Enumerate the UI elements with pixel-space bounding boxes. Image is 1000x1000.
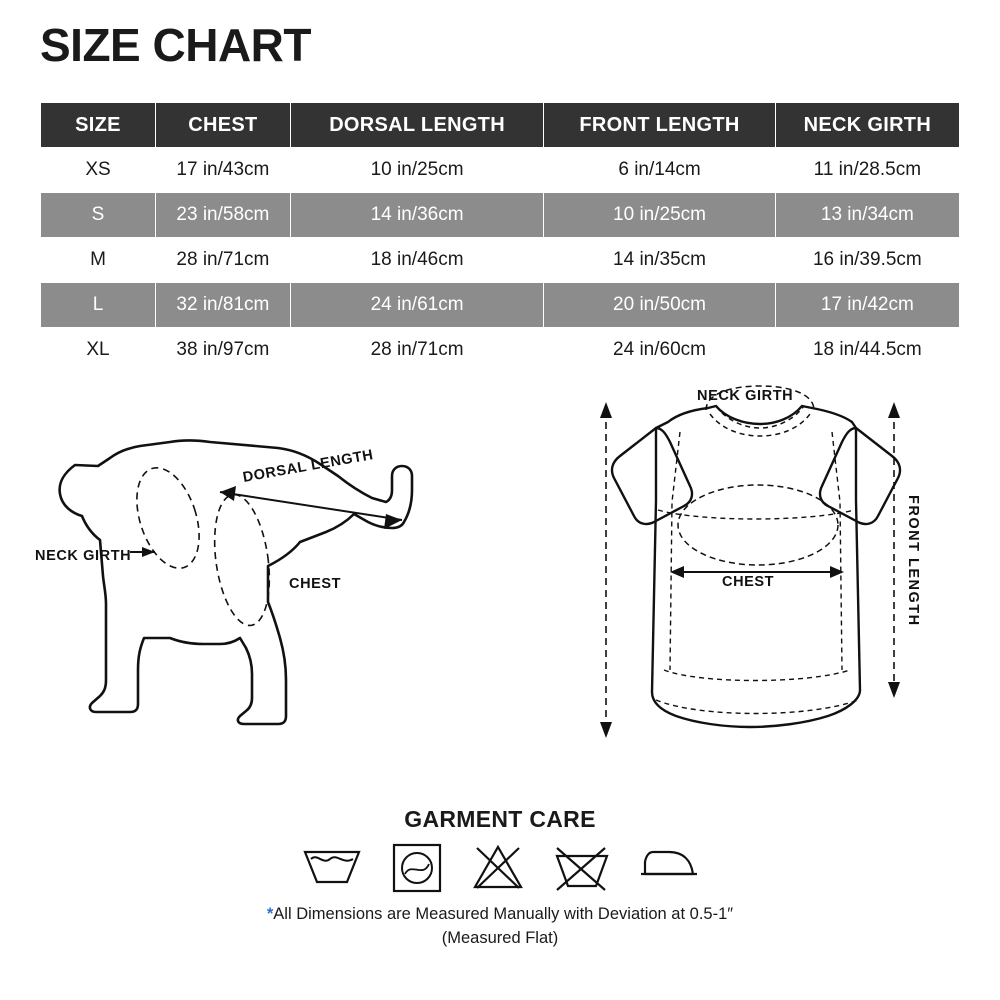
dog-chest-label: CHEST xyxy=(289,576,342,592)
do-not-dry-clean-icon xyxy=(553,842,611,892)
shirt-chest-measure-line xyxy=(678,485,838,565)
cell-size: L xyxy=(41,283,156,328)
garment-care-title: GARMENT CARE xyxy=(404,806,596,832)
dorsal-length-arrow xyxy=(220,486,402,529)
column-header-front-length: FRONT LENGTH xyxy=(544,103,775,148)
shirt-front-length-label: FRONT LENGTH xyxy=(905,495,921,627)
cell-chest: 28 in/71cm xyxy=(156,238,291,283)
table-row xyxy=(41,193,960,238)
shirt-chest-label: CHEST xyxy=(722,574,775,590)
column-header-neck-girth: NECK GIRTH xyxy=(775,103,959,148)
cell-chest: 32 in/81cm xyxy=(156,283,291,328)
cell-dorsal: 18 in/46cm xyxy=(290,238,544,283)
dog-neck-girth-label: NECK GIRTH xyxy=(35,548,132,564)
cell-neck: 18 in/44.5cm xyxy=(775,328,959,373)
dog-dorsal-length-label: DORSAL LENGTH xyxy=(241,447,375,486)
cell-size: S xyxy=(41,193,156,238)
cell-dorsal: 24 in/61cm xyxy=(290,283,544,328)
cell-size: XL xyxy=(41,328,156,373)
cell-neck: 11 in/28.5cm xyxy=(775,148,959,193)
cell-dorsal: 10 in/25cm xyxy=(290,148,544,193)
cell-chest: 17 in/43cm xyxy=(156,148,291,193)
table-row xyxy=(41,148,960,193)
footnote-asterisk: * xyxy=(266,905,274,923)
footnote-line-1: All Dimensions are Measured Manually with Deviation at 0.5-1″ xyxy=(273,905,734,923)
table-row xyxy=(41,238,960,283)
cell-size: M xyxy=(41,238,156,283)
measurement-diagrams xyxy=(0,380,1000,780)
cell-dorsal: 14 in/36cm xyxy=(290,193,544,238)
dog-diagram-icon xyxy=(20,380,540,760)
shirt-front-length-arrow xyxy=(888,402,900,698)
shirt-left-measure-arrow xyxy=(600,402,612,738)
iron-low-icon xyxy=(639,842,699,882)
garment-care-icons xyxy=(0,842,1000,894)
table-row xyxy=(41,283,960,328)
cell-size: XS xyxy=(41,148,156,193)
column-header-size: SIZE xyxy=(41,103,156,148)
neck-girth-measure-line xyxy=(125,460,210,576)
page-title: SIZE CHART xyxy=(40,19,311,71)
cell-chest: 23 in/58cm xyxy=(156,193,291,238)
table-row xyxy=(41,328,960,373)
size-chart-table xyxy=(40,102,960,373)
cell-neck: 17 in/42cm xyxy=(775,283,959,328)
column-header-chest: CHEST xyxy=(156,103,291,148)
chest-measure-line xyxy=(207,491,277,629)
shirt-neck-girth-label: NECK GIRTH xyxy=(697,388,794,404)
footnote-line-2: (Measured Flat) xyxy=(441,928,559,947)
cell-dorsal: 28 in/71cm xyxy=(290,328,544,373)
table-header-row xyxy=(41,103,960,148)
shirt-diagram-icon xyxy=(560,370,940,770)
cell-chest: 38 in/97cm xyxy=(156,328,291,373)
cell-front: 6 in/14cm xyxy=(544,148,775,193)
cell-front: 14 in/35cm xyxy=(544,238,775,283)
do-not-bleach-icon xyxy=(471,842,525,892)
tumble-dry-icon xyxy=(391,842,443,894)
column-header-dorsal-length: DORSAL LENGTH xyxy=(290,103,544,148)
cell-neck: 16 in/39.5cm xyxy=(775,238,959,283)
cell-front: 24 in/60cm xyxy=(544,328,775,373)
cell-neck: 13 in/34cm xyxy=(775,193,959,238)
hand-wash-icon xyxy=(301,842,363,886)
cell-front: 10 in/25cm xyxy=(544,193,775,238)
cell-front: 20 in/50cm xyxy=(544,283,775,328)
footnote xyxy=(0,903,1000,951)
